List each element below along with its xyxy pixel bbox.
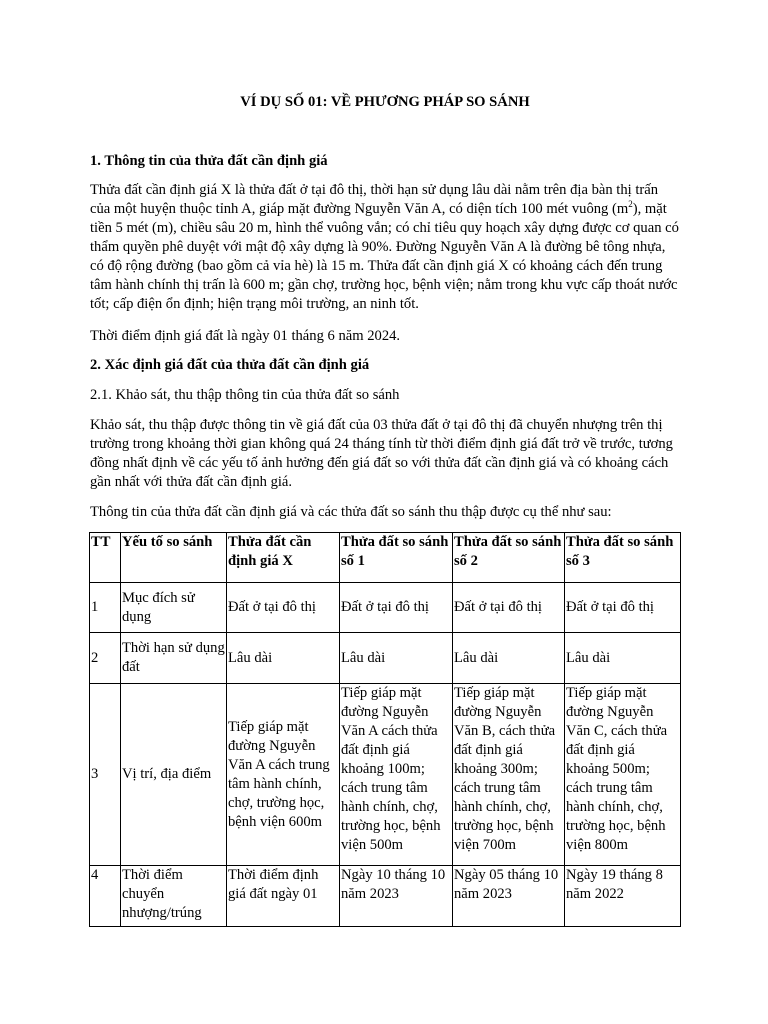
table-cell: Ngày 05 tháng 10 năm 2023: [453, 866, 565, 927]
superscript-2: 2: [628, 199, 633, 210]
table-cell: Ngày 19 tháng 8 năm 2022: [565, 866, 681, 927]
table-cell: Thời điểm định giá đất ngày 01: [227, 866, 340, 927]
section1-paragraph-1-text-b: ), mặt tiền 5 mét (m), chiều sâu 20 m, hình thể vuông vắn; có chỉ tiêu quy hoạch xây dựng được cơ quan có thẩm quyền phê duyệt với mật độ xây dựng là 90%. Đường Nguyễn Văn A là đường bê tông nhựa, có độ rộng đường (bao gồm cả vỉa hè) là 15 m. Thửa đất cần định giá X có khoảng cách đến trung tâm hành chính thị trấn là 600 m; gần chợ, trường học, bệnh viện; nằm trong khu vực cấp thoát nước tốt; cấp điện ổn định; hiện trạng môi trường, an ninh tốt.: [90, 201, 679, 312]
section1-paragraph-1: [90, 181, 680, 314]
table-cell: Tiếp giáp mặt đường Nguyễn Văn C, cách thửa đất định giá khoảng 500m; cách trung tâm hành chính, chợ, trường học, bệnh viện 800m: [565, 684, 681, 866]
table-cell: Lâu dài: [453, 633, 565, 684]
table-cell: 4: [90, 866, 121, 927]
table-cell: Lâu dài: [565, 633, 681, 684]
section2-paragraph-2: Thông tin của thửa đất cần định giá và các thửa đất so sánh thu thập được cụ thể như sau:: [90, 504, 612, 520]
header-cell-comparable-2: Thửa đất so sánh số 2: [453, 533, 565, 583]
table-cell-clipped-text: Thời điểm chuyển nhượng/trúng: [122, 867, 202, 921]
section1-heading: 1. Thông tin của thửa đất cần định giá: [90, 153, 328, 169]
document-title: VÍ DỤ SỐ 01: VỀ PHƯƠNG PHÁP SO SÁNH: [240, 94, 530, 110]
table-row: [90, 866, 681, 927]
table-cell: 1: [90, 583, 121, 633]
table-row: [90, 633, 681, 684]
table-cell: Đất ở tại đô thị: [227, 583, 340, 633]
table-cell: Đất ở tại đô thị: [565, 583, 681, 633]
table-cell: Mục đích sử dụng: [121, 583, 227, 633]
header-cell-comparable-1: Thửa đất so sánh số 1: [340, 533, 453, 583]
table-row: [90, 684, 681, 866]
table-cell: Ngày 10 tháng 10 năm 2023: [340, 866, 453, 927]
section2-heading: 2. Xác định giá đất của thửa đất cần định giá: [90, 357, 370, 373]
table-cell: 3: [90, 684, 121, 866]
section1-paragraph-2: Thời điểm định giá đất là ngày 01 tháng 6 năm 2024.: [90, 328, 401, 344]
header-cell-target-parcel: Thửa đất cần định giá X: [227, 533, 340, 583]
header-cell-comparable-3: Thửa đất so sánh số 3: [565, 533, 681, 583]
table-cell: Lâu dài: [227, 633, 340, 684]
section1-paragraph-1-text-a: Thửa đất cần định giá X là thửa đất ở tại đô thị, thời hạn sử dụng lâu dài nằm trên địa bàn thị trấn của một huyện thuộc tỉnh A, giáp mặt đường Nguyễn Văn A, có diện tích 100 mét vuông (m: [90, 182, 659, 217]
table-cell: Tiếp giáp mặt đường Nguyễn Văn A cách thửa đất định giá khoảng 100m; cách trung tâm hành chính, chợ, trường học, bệnh viện 500m: [340, 684, 453, 866]
section2-paragraph-1: Khảo sát, thu thập được thông tin về giá đất của 03 thửa đất ở tại đô thị đã chuyển nhượng trên thị trường trong khoảng thời gian không quá 24 tháng tính từ thời điểm định giá đất trở về trước, tương đồng nhất định về các yếu tố ảnh hưởng đến giá đất so với thửa đất cần định giá và có khoảng cách gần nhất với thửa đất cần định giá.: [90, 417, 673, 490]
table-cell: Vị trí, địa điểm: [121, 684, 227, 866]
table-row: [90, 583, 681, 633]
table-cell: 2: [90, 633, 121, 684]
table-cell: Đất ở tại đô thị: [340, 583, 453, 633]
comparison-table: [89, 532, 681, 927]
table-cell: Thời hạn sử dụng đất: [121, 633, 227, 684]
table-cell: Tiếp giáp mặt đường Nguyễn Văn B, cách thửa đất định giá khoảng 300m; cách trung tâm hành chính, chợ, trường học, bệnh viện 700m: [453, 684, 565, 866]
header-cell-tt: TT: [90, 533, 121, 583]
table-cell: [121, 866, 227, 927]
table-header-row: [90, 533, 681, 583]
table-cell: Đất ở tại đô thị: [453, 583, 565, 633]
table-cell: Lâu dài: [340, 633, 453, 684]
table-cell: Tiếp giáp mặt đường Nguyễn Văn A cách trung tâm hành chính, chợ, trường học, bệnh viện 600m: [227, 684, 340, 866]
header-cell-factor: Yếu tố so sánh: [121, 533, 227, 583]
section2-1-subheading: 2.1. Khảo sát, thu thập thông tin của thửa đất so sánh: [90, 387, 400, 403]
